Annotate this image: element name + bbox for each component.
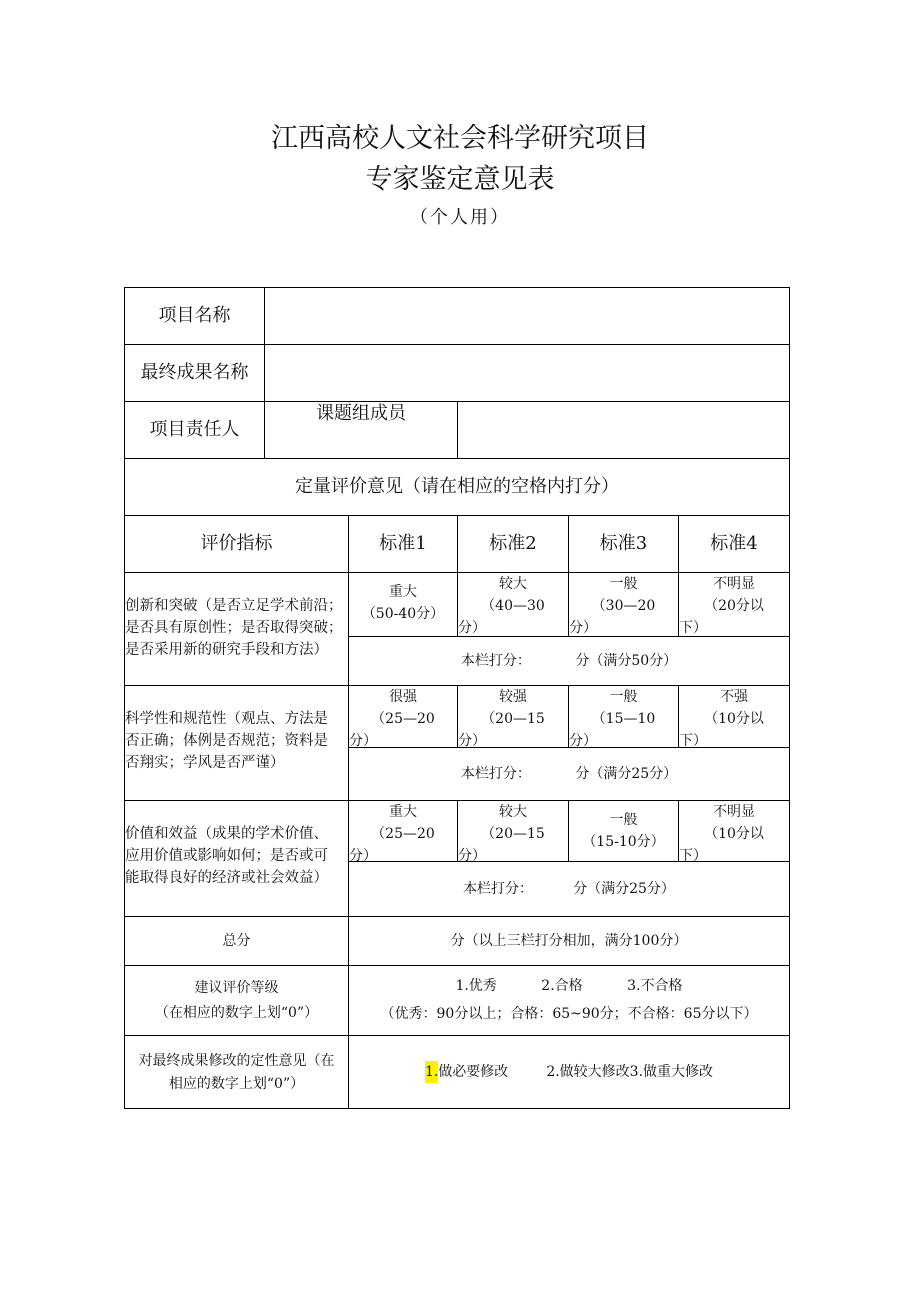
criterion-innovation-level-4[interactable]: 不明显 （20分以 下）: [679, 576, 764, 636]
criterion-innovation-score[interactable]: 本栏打分： 分（满分50分）: [460, 653, 678, 669]
grade-label: 建议评价等级 （在相应的数字上划“0”）: [154, 980, 319, 1021]
standard-3-header: 标准3: [599, 533, 648, 554]
grade-criteria-note: （优秀：90分以上；合格：65~90分；不合格：65分以下）: [380, 1006, 758, 1022]
criterion-value-level-4[interactable]: 不明显 （10分以 下）: [679, 804, 764, 864]
criterion-scientific-level-2[interactable]: 较强 （20—15 分）: [458, 689, 545, 749]
team-members-field[interactable]: [458, 402, 789, 458]
usage-note: （个人用）: [410, 207, 510, 228]
criterion-innovation-level-3[interactable]: 一般 （30—20 分）: [569, 576, 656, 636]
team-members-label: 课题组成员: [316, 403, 406, 424]
criterion-scientific-level-3[interactable]: 一般 （15—10 分）: [569, 689, 656, 749]
standard-1-header: 标准1: [379, 533, 427, 554]
revision-options[interactable]: [349, 1036, 789, 1108]
criterion-innovation-level-2[interactable]: 较大 （40—30 分）: [458, 576, 545, 636]
standard-2-header: 标准2: [489, 533, 537, 554]
grade-choice-list[interactable]: 1.优秀 2.合格 3.不合格: [455, 978, 683, 994]
document-title: 江西高校人文社会科学研究项目: [271, 123, 649, 154]
final-result-label: 最终成果名称: [140, 362, 249, 383]
criterion-scientific-description: 科学性和规范性（观点、方法是 否正确；体例是否规范；资料是 否翔实；学风是否严谨）: [125, 711, 328, 771]
total-score-field[interactable]: 分（以上三栏打分相加，满分100分）: [450, 933, 688, 949]
revision-option-1-text[interactable]: 做必要修改: [438, 1064, 509, 1080]
project-name-label: 项目名称: [158, 305, 231, 326]
eval-index-label: 评价指标: [200, 533, 273, 554]
project-name-field[interactable]: [265, 288, 789, 344]
document-subtitle: 专家鉴定意见表: [365, 164, 555, 195]
criterion-value-level-2[interactable]: 较大 （20—15 分）: [458, 804, 545, 864]
revision-option-1-number[interactable]: 1.: [425, 1061, 438, 1083]
criterion-scientific-score[interactable]: 本栏打分： 分（满分25分）: [460, 766, 678, 782]
criterion-scientific-level-4[interactable]: 不强 （10分以 下）: [679, 689, 764, 749]
final-result-field[interactable]: [265, 345, 789, 401]
total-score-label: 总分: [222, 933, 251, 949]
criterion-value-score[interactable]: 本栏打分： 分（满分25分）: [463, 881, 675, 897]
criterion-value-level-3[interactable]: 一般 （15-10分）: [582, 812, 665, 850]
grade-options[interactable]: [349, 966, 789, 1035]
standard-4-header: 标准4: [710, 533, 758, 554]
project-leader-label: 项目责任人: [149, 419, 240, 440]
criterion-innovation-level-1[interactable]: 重大 （50-40分）: [361, 584, 445, 622]
criterion-value-description: 价值和效益（成果的学术价值、 应用价值或影响如何；是否或可 能取得良好的经济或社会效益）: [125, 826, 328, 886]
criterion-value-level-1[interactable]: 重大 （25—20 分）: [349, 804, 435, 864]
revision-label: 对最终成果修改的定性意见（在 相应的数字上划“0”）: [138, 1053, 335, 1092]
criterion-innovation-description: 创新和突破（是否立足学术前沿； 是否具有原创性；是否取得突破； 是否采用新的研究手段和方法）: [125, 598, 343, 658]
quant-eval-header: 定量评价意见（请在相应的空格内打分）: [295, 476, 619, 497]
criterion-scientific-level-1[interactable]: 很强 （25—20 分）: [349, 689, 435, 749]
revision-option-2-3[interactable]: 2.做较大修改3.做重大修改: [546, 1064, 714, 1080]
